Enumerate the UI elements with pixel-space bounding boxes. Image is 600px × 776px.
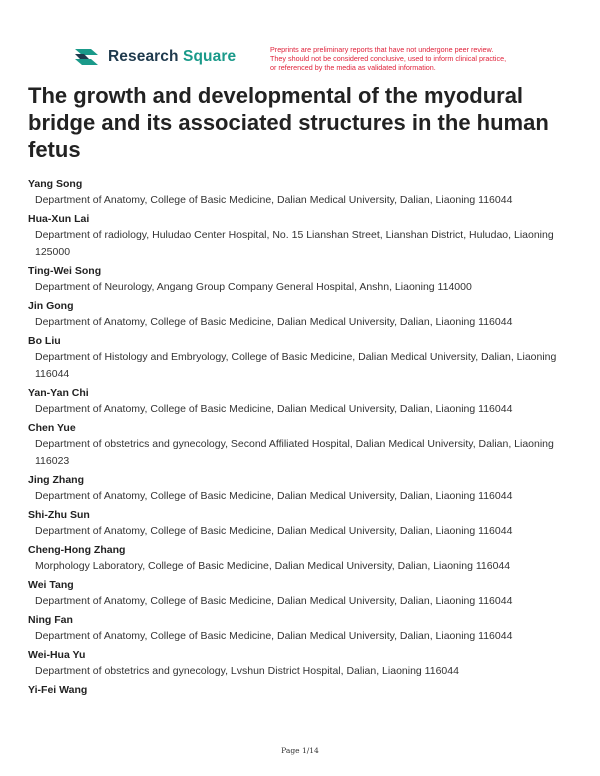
author-name: Ting-Wei Song xyxy=(28,265,102,277)
author-entry xyxy=(28,543,573,575)
author-entry xyxy=(28,421,573,470)
author-affiliation: Department of Histology and Embryology, College of Basic Medicine, Dalian Medical University, Dalian, Liaoning 116044 xyxy=(35,351,557,380)
author-entry xyxy=(28,578,573,610)
author-entry xyxy=(28,473,573,505)
author-name: Yan-Yan Chi xyxy=(28,387,89,399)
disclaimer-line: Preprints are preliminary reports that have not undergone peer review. xyxy=(270,45,494,54)
author-name: Shi-Zhu Sun xyxy=(28,509,90,521)
disclaimer-line: They should not be considered conclusive, used to inform clinical practice, xyxy=(270,53,507,63)
author-name: Bo Liu xyxy=(28,335,61,347)
author-name: Chen Yue xyxy=(28,422,76,434)
author-entry xyxy=(28,613,573,645)
logo-wordmark xyxy=(108,48,236,66)
preprint-disclaimer xyxy=(270,46,570,72)
disclaimer-line: or referenced by the media as validated information. xyxy=(270,62,436,72)
author-entry xyxy=(28,177,573,209)
author-entry xyxy=(28,334,573,383)
page-header xyxy=(0,0,600,80)
author-name: Cheng-Hong Zhang xyxy=(28,544,126,556)
author-entry xyxy=(28,212,573,261)
author-affiliation: Department of Anatomy, College of Basic Medicine, Dalian Medical University, Dalian, Liaoning 116044 xyxy=(35,490,513,502)
author-entry xyxy=(28,683,573,698)
author-affiliation: Department of Anatomy, College of Basic Medicine, Dalian Medical University, Dalian, Liaoning 116044 xyxy=(35,316,513,328)
author-name: Wei-Hua Yu xyxy=(28,649,86,661)
author-affiliation: Department of Anatomy, College of Basic Medicine, Dalian Medical University, Dalian, Liaoning 116044 xyxy=(35,194,513,206)
author-affiliation: Department of radiology, Huludao Center Hospital, No. 15 Lianshan Street, Lianshan District, Huludao, Liaoning 125000 xyxy=(35,229,554,258)
author-name: Hua-Xun Lai xyxy=(28,213,90,225)
research-square-logo[interactable] xyxy=(73,46,236,68)
research-square-logo-icon xyxy=(73,46,100,68)
author-affiliation: Department of Neurology, Angang Group Company General Hospital, Anshn, Liaoning 114000 xyxy=(35,281,472,293)
page-footer xyxy=(0,746,600,755)
author-list xyxy=(28,177,573,698)
author-entry xyxy=(28,386,573,418)
author-entry xyxy=(28,264,573,296)
author-affiliation: Department of Anatomy, College of Basic Medicine, Dalian Medical University, Dalian, Liaoning 116044 xyxy=(35,630,513,642)
author-affiliation: Department of obstetrics and gynecology, Lvshun District Hospital, Dalian, Liaoning 116044 xyxy=(35,665,459,677)
author-name: Yi-Fei Wang xyxy=(28,684,88,696)
author-name: Ning Fan xyxy=(28,614,73,626)
page-number: Page 1/14 xyxy=(281,746,319,755)
author-affiliation: Department of Anatomy, College of Basic Medicine, Dalian Medical University, Dalian, Liaoning 116044 xyxy=(35,595,513,607)
logo-word-square: Square xyxy=(183,48,237,65)
author-name: Jing Zhang xyxy=(28,474,84,486)
author-name: Jin Gong xyxy=(28,300,74,312)
author-entry xyxy=(28,508,573,540)
author-entry xyxy=(28,648,573,680)
logo-word-research: Research xyxy=(108,48,179,65)
author-name: Wei Tang xyxy=(28,579,74,591)
author-entry xyxy=(28,299,573,331)
author-affiliation: Department of Anatomy, College of Basic Medicine, Dalian Medical University, Dalian, Liaoning 116044 xyxy=(35,525,513,537)
paper-title: The growth and developmental of the myodural bridge and its associated structures in the human fetus xyxy=(28,83,549,162)
author-affiliation: Department of Anatomy, College of Basic Medicine, Dalian Medical University, Dalian, Liaoning 116044 xyxy=(35,403,513,415)
author-name: Yang Song xyxy=(28,178,83,190)
author-affiliation: Morphology Laboratory, College of Basic Medicine, Dalian Medical University, Dalian, Liaoning 116044 xyxy=(35,560,511,572)
author-affiliation: Department of obstetrics and gynecology, Second Affiliated Hospital, Dalian Medical University, Dalian, Liaoning 116023 xyxy=(35,438,554,467)
